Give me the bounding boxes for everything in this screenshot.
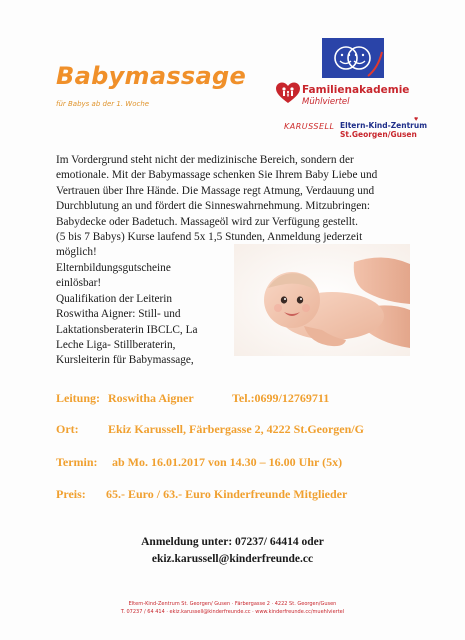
registration-email: ekiz.karussell@kinderfreunde.cc [151,553,314,565]
description-line: Vertrauen über Ihre Hände. Die Massage regt Atmung, Verdauung und [56,184,375,197]
ort-value: Ekiz Karussell, Färbergasse 2, 4222 St.Georgen/G [108,422,364,436]
termin-label: Termin: [56,455,98,469]
termin-value: ab Mo. 16.01.2017 von 14.30 – 16.00 Uhr (5x) [112,455,343,469]
telephone: Tel.:0699/12769711 [232,391,330,405]
familienakademie-name: Familienakademie [302,84,410,96]
description-line: Laktationsberaterin IBCLC, La [56,323,198,336]
ekz-location: St.Georgen/Gusen [340,130,417,139]
description-narrow [56,261,231,369]
description-line: Qualifikation der Leiterin [56,292,173,305]
familienakademie-logo-icon [322,38,384,78]
page-title: Babymassage [56,62,247,90]
preis-label: Preis: [56,487,86,501]
footer-contact: T. 07237 / 64 414 · ekiz.karussell@kinderfreunde.cc · www.kinderfreunde.cc/muehlviertel [120,609,345,615]
footer-address: Eltern-Kind-Zentrum St. Georgen/ Gusen · Färbergasse 2 · 4222 St. Georgen/Gusen [128,601,337,607]
description-line: möglich! [56,246,97,259]
description-line: einlösbar! [56,277,102,290]
description-line: Leche Liga- Stillberaterin, [56,339,176,352]
baby-massage-photo-icon [234,244,410,356]
description-line: Roswitha Aigner: Still- und [56,308,181,321]
description-line: emotionale. Mit der Babymassage schenken Sie Ihrem Baby Liebe und [56,169,378,182]
description-line: Durchblutung an und fördert die Sinneswahrnehmung. Mitzubringen: [56,200,371,213]
leitung-value: Roswitha Aigner [108,391,194,405]
registration-phone: Anmeldung unter: 07237/ 64414 oder [141,536,324,548]
description-line: Babydecke oder Badetuch. Massageöl wird zur Verfügung gestellt. [56,215,358,228]
description-line: Elternbildungsgutscheine [56,262,171,274]
familienakademie-region: Mühlviertel [302,97,350,107]
leitung-label: Leitung: [56,391,101,405]
preis-value: 65.- Euro / 63.- Euro Kinderfreunde Mitglieder [106,487,348,501]
ekz-name: Eltern-Kind-Zentrum [340,121,428,130]
hearts-family-icon [276,82,300,104]
karussell-logo-text: KARUSSELL [284,122,335,131]
small-heart-icon: ♥ [414,115,419,123]
description-line: Kursleiterin für Babymassage, [56,354,194,367]
description-line: (5 bis 7 Babys) Kurse laufend 5x 1,5 Stunden, Anmeldung jederzeit [56,231,363,244]
page-subtitle: für Babys ab der 1. Woche [56,100,150,108]
description-line: Im Vordergrund steht nicht der medizinische Bereich, sondern der [56,154,354,166]
ort-label: Ort: [56,422,79,436]
leitung-row [56,391,194,406]
